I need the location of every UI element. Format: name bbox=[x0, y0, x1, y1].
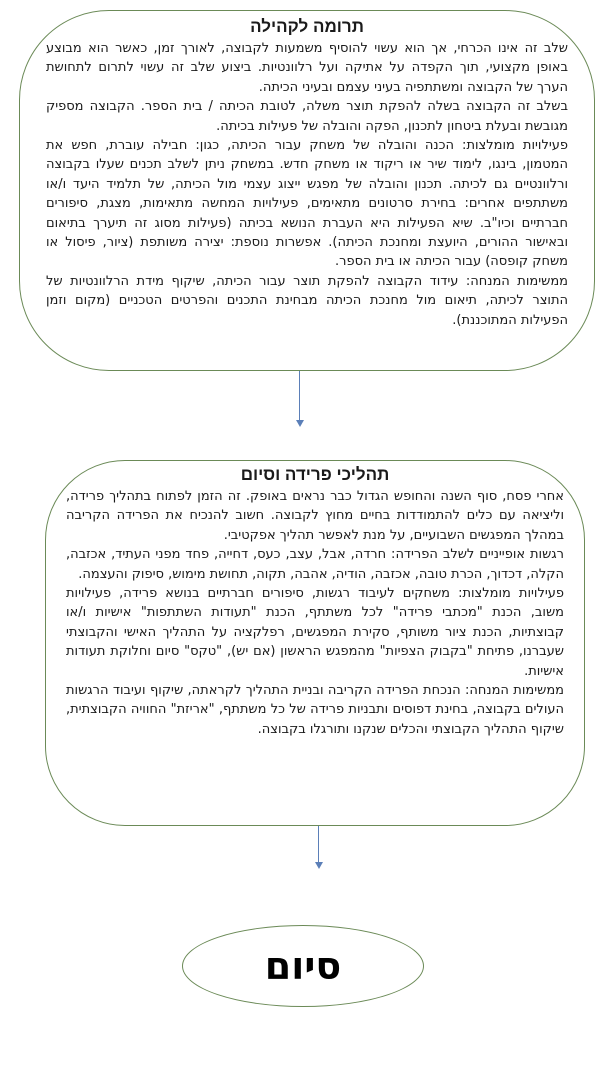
box-title: תהליכי פרידה וסיום bbox=[240, 465, 390, 484]
flow-connector bbox=[318, 826, 319, 864]
box-title: תרומה לקהילה bbox=[250, 17, 364, 36]
flow-arrowhead bbox=[315, 862, 323, 869]
flow-connector bbox=[299, 371, 300, 421]
flow-arrowhead bbox=[296, 420, 304, 427]
box-paragraph: פעילויות מומלצות: הכנה והובלה של משחק עבור הכיתה, כגון: חבילה עוברת, חפש את המטמון, בינגו, לימוד שיר או ריקוד או משחק חדש. במשחק ניתן לשלב תכנים שעלו בקבוצה ורלוונטיים גם לכיתה. תכנון והובלה של מפגש ייצוג עצמי מול הכיתה, של תלמיד היעד ו/או משתתפים אחרים: בחירת סרטונים מתאימים, פעילויות המחשה מתאימות, מצגת, סיפורים חברתיים וכיו"ב. שיא הפעילות היא העברת הנושא בכיתה (פעילות מסוג זה תיערך בתיאום ובאישור ההורים, היועצת ומחנכת הכיתה). אפשרות נוספת: יצירה משותפת (ציור, פיסול או משחק קופסה) עבור הכיתה או בית הספר. bbox=[46, 138, 568, 270]
end-node-label: סיום bbox=[264, 944, 342, 988]
box-paragraph: רגשות אופייניים לשלב הפרידה: חרדה, אבל, עצב, כעס, דחייה, פחד מפני העתיד, אכזבה, הקלה, דכדוך, הכרת טובה, אכזבה, הודיה, אהבה, תקוה, תחושת מימוש, סיפוק והעצמה. bbox=[66, 547, 564, 582]
end-node bbox=[182, 925, 424, 1007]
contribution-to-community-box bbox=[19, 10, 595, 371]
box-paragraph: בשלב זה הקבוצה בשלה להפקת תוצר משלה, לטובת הכיתה / בית הספר. הקבוצה מספיק מגובשת ובעלת ביטחון לתכנון, הפקה והובלה של פעילות בכיתה. bbox=[46, 99, 568, 134]
box-paragraph: ממשימות המנחה: הנכחת הפרידה הקריבה ובניית התהליך לקראתה, שיקוף ועיבוד הרגשות העולים בקבוצה, בחינת דפוסים ותבניות פרידה של כל משתתף, "אריזת" החוויה הקבוצתית, שיקוף התהליך הקבוצתי והכלים שנקנו ותורגלו בקבוצה. bbox=[66, 683, 564, 737]
box-paragraph: ממשימות המנחה: עידוד הקבוצה להפקת תוצר עבור הכיתה, שיקוף מידת הרלוונטיות של התוצר לכיתה, תיאום מול מחנכת הכיתה מבחינת התכנים והפרטים הטכניים (מקום וזמן הפעילות המתוכננת). bbox=[46, 273, 568, 328]
separation-process-box bbox=[45, 460, 585, 826]
box-paragraph: אחרי פסח, סוף השנה והחופש הגדול כבר נראים באופק. זה הזמן לפתוח בתהליך פרידה, וליציאה עם כלים להתמודדות בחיים מחוץ לקבוצה. חשוב להנכיח את הפרידה הקריבה במהלך המפגשים השבועיים, על מנת לאפשר תהליך אפקטיבי. bbox=[66, 489, 564, 543]
box-paragraph: שלב זה אינו הכרחי, אך הוא עשוי להוסיף משמעות לקבוצה, לאורך זמן, כאשר הוא מבוצע באופן מקצועי, תוך הקפדה על אתיקה ועל רלוונטיות. ביצוע שלב זה עשוי לתרום לתחושת הערך של הקבוצה ומשתתפיה בעיני עצמם ובעיני הכיתה. bbox=[46, 41, 568, 95]
box-paragraph: פעילויות מומלצות: משחקים לעיבוד רגשות, סיפורים חברתיים בנושא פרידה, פעילויות משוב, הכנת "מכתבי פרידה" לכל משתתף, הכנת "תעודות השתתפות" אישיות ו/או קבוצתיות, הכנת ציור משותף, סקירת המפגשים, רפלקציה על התהליך האישי והקבוצתי שעברנו, פתיחת "בקבוק הצפיות" מהמפגש הראשון (אם יש), "טקס" סיום וחלוקת תעודות אישיות. bbox=[66, 586, 564, 679]
